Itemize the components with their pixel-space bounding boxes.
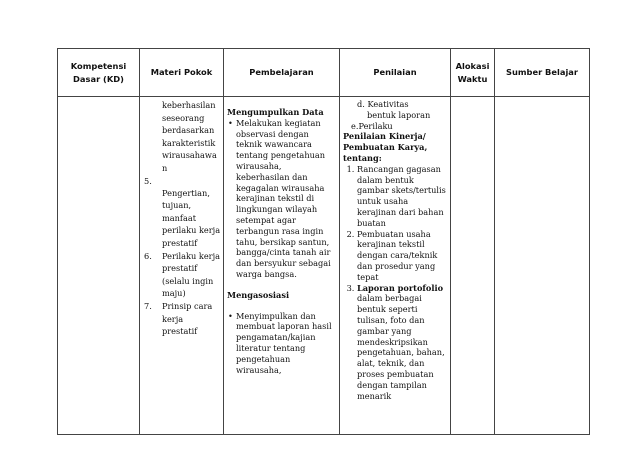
materi-lead-line: keberhasilan <box>162 100 216 110</box>
penilaian-e-line: e.Perilaku <box>351 120 393 131</box>
cell-penilaian <box>340 97 451 435</box>
penilaian-item-rest: dalam berbagai bentuk seperti tulisan, foto dan gambar yang mendeskripsikan pengetahuan, bahan, alat, teknik, dan proses pembuatan dengan tampilan menarik <box>357 293 445 401</box>
materi-lead-line: wirausahawa <box>162 150 217 161</box>
penilaian-item-bold: Laporan portofolio <box>357 282 444 293</box>
cell-alokasi <box>451 97 495 435</box>
materi-lead-line: n <box>162 162 168 173</box>
materi-lead-line: berdasarkan <box>162 125 215 136</box>
cell-materi <box>140 97 224 435</box>
pembelajaran-bullet: • Menyimpulkan dan membuat laporan hasil pengamatan/kajian literatur tentang pengetahuan wirausaha, <box>236 311 337 376</box>
materi-lead-line: seseorang <box>162 112 205 123</box>
penilaian-d-cont: bentuk laporan <box>367 109 431 120</box>
pembelajaran-heading-asosiasi: Mengasosiasi <box>227 289 290 300</box>
header-sumber: Sumber Belajar <box>495 49 590 97</box>
penilaian-d-line: d. Keativitas <box>357 99 409 109</box>
header-kd: Kompetensi Dasar (KD) <box>58 49 140 97</box>
materi-item-number: 7. <box>144 300 152 311</box>
materi-item-text: Pengertian, tujuan, manfaat perilaku kerja prestatif <box>162 187 221 248</box>
penilaian-heading: Penilaian Kinerja/ Pembuatan Karya, tentang: <box>343 131 428 163</box>
pembelajaran-heading-data: Mengumpulkan Data <box>227 107 324 117</box>
penilaian-item: 2. Pembuatan usaha kerajinan tekstil dengan cara/teknik dan prosedur yang tepat <box>357 229 448 283</box>
materi-item-text: Perilaku kerja prestatif (selalu ingin maju) <box>162 250 220 299</box>
penilaian-item <box>357 283 448 402</box>
header-penilaian: Penilaian <box>340 49 451 97</box>
header-materi: Materi Pokok <box>140 49 224 97</box>
cell-pembelajaran <box>224 97 340 435</box>
materi-lead-line: karakteristik <box>162 137 216 148</box>
header-alokasi: Alokasi Waktu <box>451 49 495 97</box>
syllabus-table <box>57 48 590 435</box>
header-row <box>58 49 590 97</box>
materi-item-number: 5. <box>144 175 152 186</box>
cell-kd <box>58 97 140 435</box>
header-pembelajaran: Pembelajaran <box>224 49 340 97</box>
cell-sumber <box>495 97 590 435</box>
materi-item-text: Prinsip cara kerja prestatif <box>162 300 213 337</box>
materi-item-number: 6. <box>144 250 152 261</box>
penilaian-item: 1. Rancangan gagasan dalam bentuk gambar skets/tertulis untuk usaha kerajinan dari bahan buatan <box>357 164 448 229</box>
content-row <box>58 97 590 435</box>
pembelajaran-bullet: • Melakukan kegiatan observasi dengan teknik wawancara tentang pengetahuan wirausaha, keberhasilan dan kegagalan wirausaha kerajinan tekstil di lingkungan wilayah setempat agar terbangun rasa ingin tahu, bersikap santun, bangga/cinta tanah air dan bersyukur sebagai warga bangsa. <box>236 118 337 280</box>
